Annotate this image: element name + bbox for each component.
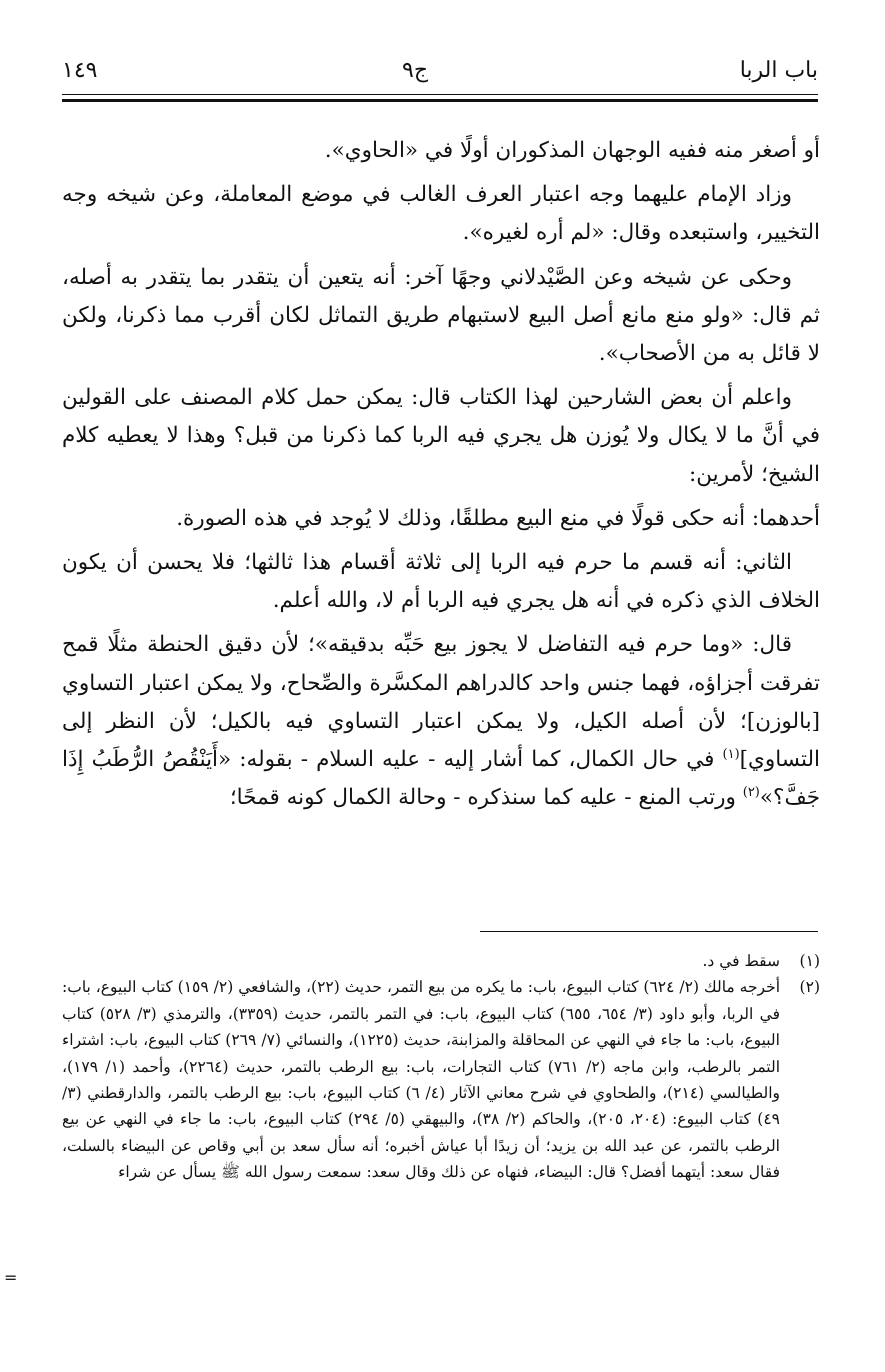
- paragraph: أحدهما: أنه حكى قولًا في منع البيع مطلقًا، وذلك لا يُوجد في هذه الصورة.: [176, 505, 820, 531]
- volume-label: ج٩: [402, 58, 429, 83]
- footnote-number: (٢): [799, 978, 820, 997]
- paragraph-part: ورتب المنع - عليه كما سنذكره - وحالة الكمال كونه قمحًا؛: [229, 785, 743, 811]
- footnote-text: أخرجه مالك (٢/ ٦٢٤) كتاب البيوع، باب: ما يكره من بيع التمر، حديث (٢٢)، والشافعي (٢/ ١٥٩) كتاب البيوع، باب: في الربا، وأبو داود (٣/ ٦٥٤، ٦٥٥) كتاب البيوع، باب: في التمر بالتمر، حديث (٣٣٥٩)، والترمذي (٣/ ٥٢٨) كتاب البيوع، باب: ما جاء في النهي عن المحاقلة والمزابنة، حديث (١٢٢٥)، والنسائي (٧/ ٢٦٩) كتاب البيوع، باب: اشتراء التمر بالرطب، وابن ماجه (٢/ ٧٦١) كتاب التجارات، باب: بيع الرطب بالتمر، حديث (٢٢٦٤)، وأحمد (١/ ١٧٩)، والطيالسي (٢١٤)، والطحاوي في شرح معاني الآثار (٤/ ٦) كتاب البيوع، باب: بيع الرطب بالتمر، والدارقطني (٣/ ٤٩) كتاب البيوع: (٢٠٤، ٢٠٥)، والحاكم (٢/ ٣٨)، والبيهقي (٥/ ٢٩٤) كتاب البيوع، باب: ما جاء في النهي عن بيع الرطب بالتمر، عن عبد الله بن يزيد؛ أن زيدًا أبا عياش أخبره؛ أنه سأل سعد بن أبي وقاص عن البيضاء بالسلت، فقال سعد: أيتهما أفضل؟ قال: البيضاء، فنهاه عن ذلك وقال سعد: سمعت رسول الله ﷺ يسأل عن شراء: [62, 978, 781, 1182]
- footnote-text: سقط في د.: [702, 952, 780, 970]
- footnote: [62, 948, 820, 974]
- footnotes: [62, 948, 820, 1186]
- paragraph: واعلم أن بعض الشارحين لهذا الكتاب قال: يمكن حمل كلام المصنف على القولين في أنَّ ما لا يكال ولا يُوزن هل يجري فيه الربا كما ذكرنا من قبل؟ وهذا لا يعطيه كلام الشيخ؛ لأمرين:: [62, 385, 820, 487]
- footnote-number: (١): [799, 952, 820, 970]
- header-rule-thin: [62, 94, 818, 95]
- footnote-separator: [480, 931, 818, 932]
- chapter-title: باب الربا: [739, 58, 818, 83]
- main-text: [62, 132, 820, 823]
- footnote-ref: (٢): [742, 785, 760, 801]
- paragraph: الثاني: أنه قسم ما حرم فيه الربا إلى ثلاثة أقسام هذا ثالثها؛ فلا يحسن أن يكون الخلاف الذي ذكره في أنه هل يجري فيه الربا أم لا، والله أعلم.: [62, 550, 820, 614]
- paragraph: أو أصغر منه ففيه الوجهان المذكوران أولًا في «الحاوي».: [324, 138, 820, 163]
- page-number: ١٤٩: [62, 58, 98, 83]
- running-header: [62, 58, 818, 92]
- header-rule-thick: [62, 99, 818, 102]
- paragraph-part: قال: «وما حرم فيه التفاضل لا يجوز بيع حَبِّه بدقيقه»؛ لأن دقيق الحنطة مثلًا قمح تفرقت أجزاؤه، فهما جنس واحد كالدراهم المكسَّرة والصِّحاح، ولا يمكن اعتبار التساوي [بالوزن]؛ لأن أصله الكيل، ولا يمكن اعتبار التساوي فيه بالكيل؛ لأن النظر إلى التساوي]: [62, 632, 820, 773]
- paragraph: وزاد الإمام عليهما وجه اعتبار العرف الغالب في موضع المعاملة، وعن شيخه وجه التخيير، واستبعده وقال: «لم أره لغيره».: [62, 182, 820, 246]
- footnote-ref: (١): [722, 746, 740, 762]
- footnote: [62, 974, 820, 1185]
- paragraph: وحكى عن شيخه وعن الصَّيْدلاني وجهًا آخر: أنه يتعين أن يتقدر بما يتقدر به أصله، ثم قال: «ولو منع مانع أصل البيع لاستبهام طريق التماثل لكان أقرب مما ذكرنا، ولكن لا قائل به من الأصحاب».: [62, 264, 820, 367]
- paragraph-with-refs: [62, 626, 820, 817]
- continuation-mark: =: [4, 1268, 18, 1287]
- paragraph-part: في حال الكمال، كما أشار إليه - عليه السلام - بقوله: «أَيَنْقُصُ الرُّطَبُ إِذَا جَفَّ؟»: [62, 747, 820, 811]
